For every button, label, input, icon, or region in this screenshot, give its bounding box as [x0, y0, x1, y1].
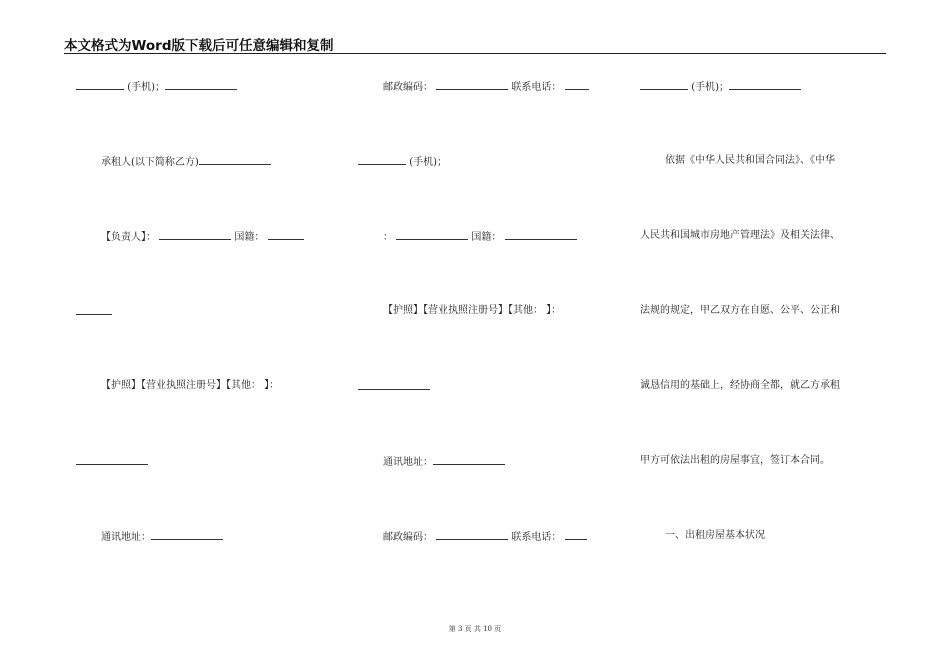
col2-line-nationality: ： 国籍： [383, 230, 577, 244]
blank-field [436, 530, 508, 540]
blank-field [640, 80, 688, 90]
col1-line-lessee: 承租人(以下简称乙方) [101, 155, 271, 169]
header-title: 本文格式为Word版下载后可任意编辑和复制 [64, 38, 334, 54]
col3-line-phone: (手机)； [640, 80, 801, 94]
blank-field [358, 380, 430, 390]
blank-field [565, 80, 589, 90]
blank-field [396, 230, 468, 240]
col3-line-text2: 人民共和国城市房地产管理法》及相关法律、 [640, 230, 840, 241]
col3-line-text1: 依据《中华人民共和国合同法》、《中华 [665, 155, 835, 166]
blank-field [76, 455, 148, 465]
col2-line-postal2: 邮政编码： 联系电话： [383, 530, 587, 544]
blank-field [159, 230, 231, 240]
col1-line-id: 【护照】【营业执照注册号】【其他： 】： [101, 380, 280, 391]
col2-line-postal: 邮政编码： 联系电话： [383, 80, 589, 94]
blank-field [151, 530, 223, 540]
col2-line-blank [358, 380, 430, 394]
col2-line-phone: (手机)； [358, 155, 447, 169]
col3-section-heading: 一、出租房屋基本状况 [665, 530, 765, 541]
col1-line-blank [76, 305, 112, 319]
blank-field [565, 530, 587, 540]
blank-field [268, 230, 304, 240]
blank-field [165, 80, 237, 90]
blank-field [729, 80, 801, 90]
blank-field [433, 455, 505, 465]
col1-line-address: 通讯地址： [101, 530, 223, 544]
col2-line-address: 通讯地址： [383, 455, 505, 469]
col3-line-text4: 诚恳信用的基础上，经协商全都，就乙方承租 [640, 380, 840, 391]
page-footer: 第 3 页 共 10 页 [448, 625, 502, 633]
col3-line-text5: 甲方可依法出租的房屋事宜，签订本合同。 [640, 455, 830, 466]
col1-line-phone: (手机)； [76, 80, 237, 94]
blank-field [505, 230, 577, 240]
col3-line-text3: 法规的规定，甲乙双方在自愿、公平、公正和 [640, 305, 840, 316]
blank-field [199, 155, 271, 165]
col2-line-id: 【护照】【营业执照注册号】【其他： 】： [383, 305, 562, 316]
blank-field [76, 305, 112, 315]
blank-field [76, 80, 124, 90]
col1-line-blank2 [76, 455, 148, 469]
col1-line-principal: 【负责人】： 国籍： [101, 230, 304, 244]
blank-field [358, 155, 406, 165]
blank-field [436, 80, 508, 90]
page-header [64, 34, 886, 54]
